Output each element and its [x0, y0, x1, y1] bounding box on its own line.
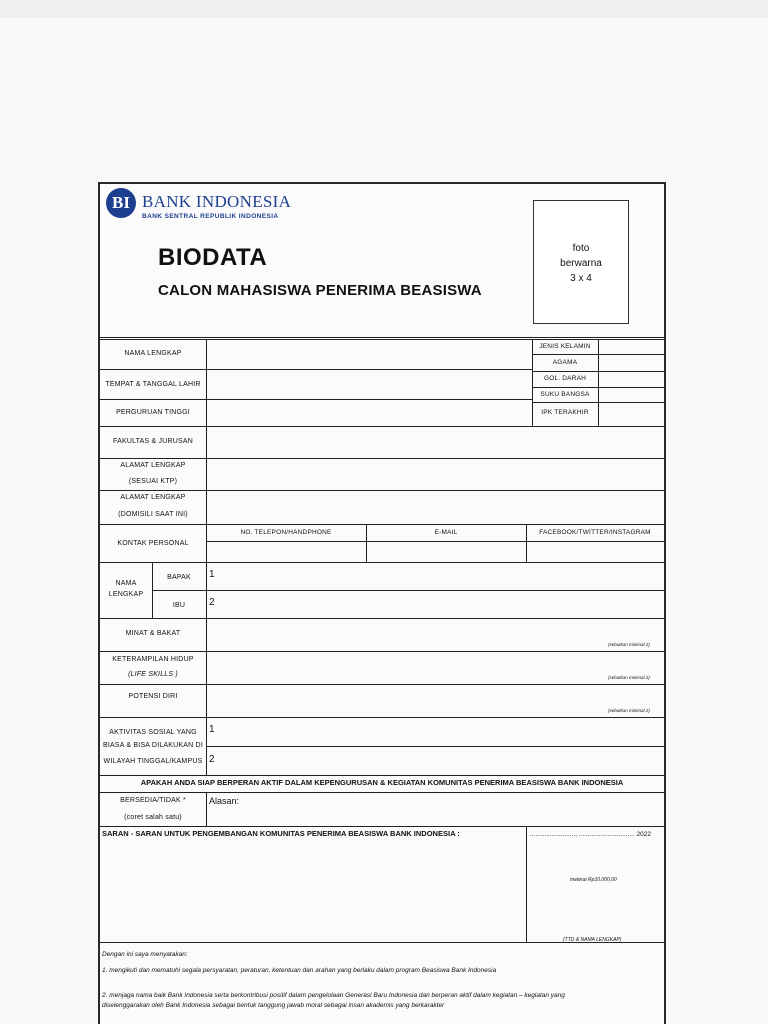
note-minimal-potensi: (sebutkan minimal 2) — [608, 708, 650, 713]
divider — [100, 562, 664, 563]
divider — [152, 562, 153, 618]
label-jenis-kelamin: JENIS KELAMIN — [539, 343, 591, 350]
note-minimal-minat: (sebutkan minimal 2) — [608, 642, 650, 647]
photo-line-1: foto — [572, 243, 590, 254]
label-ipk-terakhir: IPK TERAKHIR — [541, 409, 589, 416]
photo-line-3: 3 x 4 — [570, 273, 592, 284]
label-coret-salah-satu: (coret salah satu) — [124, 814, 182, 821]
photo-line-2: berwarna — [560, 258, 602, 269]
saran-heading: SARAN - SARAN UNTUK PENGEMBANGAN KOMUNITAS PENERIMA BEASISWA BANK INDONESIA : — [102, 829, 460, 838]
header-email: E-MAIL — [434, 529, 458, 536]
divider — [100, 684, 664, 685]
divider — [206, 339, 207, 775]
number-bapak: 1 — [209, 569, 215, 580]
label-alasan: Alasan: — [209, 796, 240, 806]
label-alamat-domisili-note: (DOMISILI SAAT INI) — [118, 511, 188, 518]
label-kontak-personal: KONTAK PERSONAL — [117, 540, 189, 547]
label-aktivitas-sosial-3: WILAYAH TINGGAL/KAMPUS — [103, 758, 203, 765]
divider — [100, 369, 532, 370]
label-tempat-tanggal-lahir: TEMPAT & TANGGAL LAHIR — [105, 381, 201, 388]
label-keterampilan: KETERAMPILAN HIDUP — [112, 656, 194, 663]
note-minimal-keterampilan: (sebutkan minimal 2) — [608, 675, 650, 680]
divider — [526, 826, 527, 942]
number-aktivitas-1: 1 — [209, 724, 215, 735]
brand-tagline: BANK SENTRAL REPUBLIK INDONESIA — [142, 213, 279, 220]
divider — [100, 524, 664, 525]
signature-label: (TTD & NAMA LENGKAP) — [563, 937, 622, 943]
divider — [100, 775, 664, 776]
page-subtitle: CALON MAHASISWA PENERIMA BEASISWA — [158, 282, 482, 299]
label-potensi-diri: POTENSI DIRI — [128, 693, 178, 700]
bank-indonesia-logo-icon: BI — [106, 188, 136, 218]
divider — [100, 618, 664, 619]
declaration-item-2: 2. menjaga nama baik Bank Indonesia serta berkontribusi positif dalam pengelolaan Generasi Baru Indonesia dan berperan aktif dalam kegiatan – kegiatan yang — [102, 992, 565, 999]
divider — [100, 339, 664, 340]
brand-name: BANK INDONESIA — [142, 192, 292, 211]
label-minat-bakat: MINAT & BAKAT — [125, 630, 181, 637]
question-kepengurusan: APAKAH ANDA SIAP BERPERAN AKTIF DALAM KEPENGURUSAN & KEGIATAN KOMUNITAS PENERIMA BEASISWA BANK INDONESIA — [140, 778, 624, 787]
divider — [100, 337, 664, 338]
label-suku-bangsa: SUKU BANGSA — [540, 391, 590, 398]
label-aktivitas-sosial-2: BIASA & BISA DILAKUKAN DI — [103, 742, 203, 749]
label-gol-darah: GOL. DARAH — [543, 375, 587, 382]
label-nama-lengkap: NAMA LENGKAP — [124, 350, 182, 357]
number-ibu: 2 — [209, 597, 215, 608]
divider — [100, 458, 664, 459]
divider — [100, 426, 664, 427]
label-nama-orangtua: NAMA — [115, 580, 137, 587]
declaration-intro: Dengan ini saya menyatakan: — [102, 951, 188, 958]
label-fakultas-jurusan: FAKULTAS & JURUSAN — [113, 438, 193, 445]
signature-date-line: ........................., ............................... 2022 — [530, 831, 652, 838]
label-bersedia-tidak: BERSEDIA/TIDAK * — [120, 797, 186, 804]
divider — [100, 826, 664, 827]
label-nama-orangtua-2: LENGKAP — [108, 591, 144, 598]
number-aktivitas-2: 2 — [209, 754, 215, 765]
label-alamat-domisili: ALAMAT LENGKAP — [120, 494, 186, 501]
divider — [100, 792, 664, 793]
divider — [100, 490, 664, 491]
declaration-item-1: 1. mengikuti dan mematuhi segala persyaratan, peraturan, ketentuan dan arahan yang berlaku dalam program Beasiswa Bank Indonesia — [102, 967, 497, 974]
label-perguruan-tinggi: PERGURUAN TINGGI — [116, 409, 190, 416]
divider — [152, 590, 664, 591]
label-bapak: BAPAK — [167, 574, 191, 581]
divider — [206, 792, 207, 826]
header-social-media: FACEBOOK/TWITTER/INSTAGRAM — [539, 529, 651, 536]
divider — [100, 717, 664, 718]
label-ibu: IBU — [172, 602, 186, 609]
label-alamat-ktp: ALAMAT LENGKAP — [120, 462, 186, 469]
header-telepon: NO. TELEPON/HANDPHONE — [240, 529, 332, 536]
divider — [100, 651, 664, 652]
label-life-skills: (LIFE SKILLS ) — [128, 671, 178, 678]
divider — [598, 339, 599, 426]
label-aktivitas-sosial: AKTIVITAS SOSIAL YANG — [109, 729, 197, 736]
divider — [100, 399, 532, 400]
page-title: BIODATA — [158, 244, 268, 271]
divider — [206, 746, 664, 747]
materai-note: meterai Rp10.000,00 — [570, 877, 617, 883]
declaration-item-2-cont: diselenggarakan oleh Bank Indonesia sebagai bentuk tanggung jawab moral sebagai insan akademis yang berkarakter — [102, 1002, 445, 1009]
label-alamat-ktp-note: (SESUAI KTP) — [128, 478, 178, 485]
photo-placeholder — [533, 200, 629, 324]
label-agama: AGAMA — [552, 359, 578, 366]
divider — [206, 541, 664, 542]
biodata-form — [98, 182, 666, 1024]
